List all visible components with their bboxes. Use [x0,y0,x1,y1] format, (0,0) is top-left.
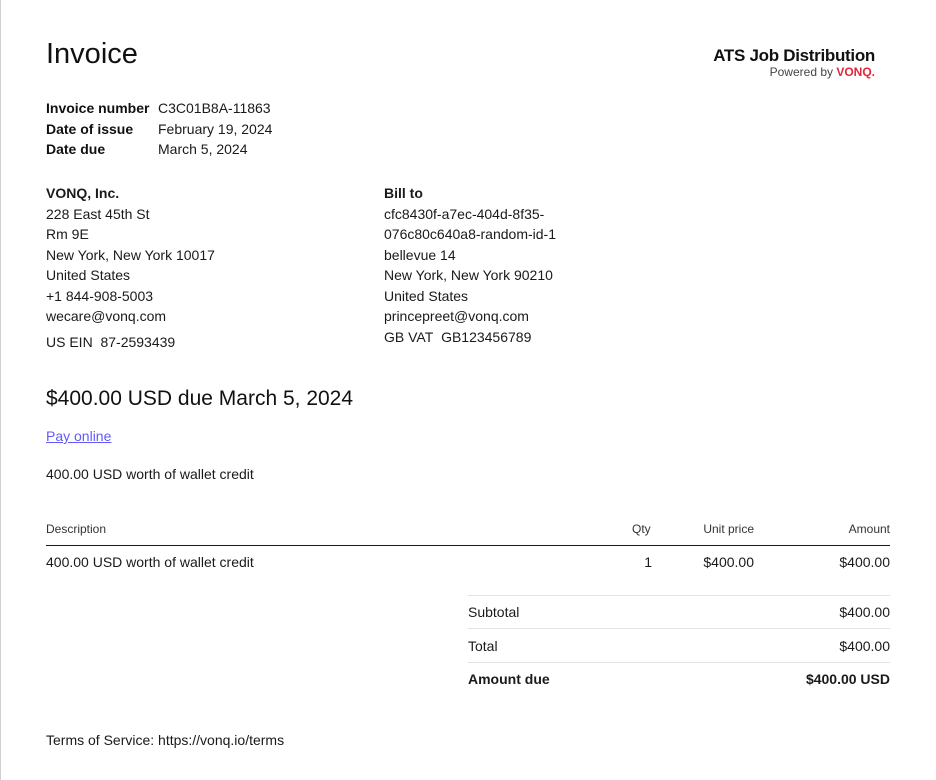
item-qty: 1 [644,554,652,570]
customer-id-line1: cfc8430f-a7ec-404d-8f35- [384,205,545,222]
item-unit-price: $400.00 [703,554,754,570]
bill-to-heading: Bill to [384,185,423,201]
sender-country: United States [46,267,131,283]
divider [468,628,890,629]
meta-label: Date due [46,141,106,157]
sender-tax-id [46,332,215,353]
meta-label: Date of issue [46,120,134,137]
total-label: Total [468,638,498,654]
sender-address [46,183,215,352]
date-of-issue: February 19, 2024 [158,120,273,137]
customer-tax-id [384,327,556,348]
terms-of-service: Terms of Service: https://vonq.io/terms [46,732,285,748]
tax-value: GB123456789 [441,328,532,345]
divider [468,595,890,596]
customer-email: princepreet@vonq.com [384,308,529,324]
date-due: March 5, 2024 [158,141,248,157]
vonq-wordmark: VONQ. [836,65,875,79]
meta-label: Invoice number [46,100,150,116]
customer-city: New York, New York 90210 [384,267,553,283]
amount-due-label: Amount due [468,671,550,687]
pay-online-link[interactable]: Pay online [46,428,112,444]
customer-country: United States [384,287,469,304]
brand-logo [713,46,875,79]
sender-phone: +1 844-908-5003 [46,287,154,304]
meta-row-date-due [46,139,272,160]
col-amount: Amount [848,522,890,536]
invoice-number: C3C01B8A-11863 [158,100,271,116]
table-row [46,554,890,574]
sender-email: wecare@vonq.com [46,308,167,324]
divider [468,662,890,663]
invoice-meta [46,98,272,160]
amount-due-heading: $400.00 USD due March 5, 2024 [46,387,354,410]
sender-line1: 228 East 45th St [46,205,150,222]
customer-id-line2: 076c80c640a8-random-id-1 [384,226,556,242]
line-items-header [46,522,890,546]
subtotal-value: $400.00 [839,604,890,620]
tax-label: US EIN [46,333,93,350]
page-title: Invoice [46,38,138,70]
meta-row-date-of-issue [46,119,272,140]
item-description: 400.00 USD worth of wallet credit [46,554,254,570]
sender-city: New York, New York 10017 [46,246,215,263]
total-value: $400.00 [839,638,890,654]
tax-value: 87-2593439 [100,333,176,350]
meta-row-invoice-number [46,98,272,119]
bill-to-address [384,183,556,347]
brand-name: ATS Job Distribution [713,46,875,65]
col-description: Description [46,522,107,536]
item-amount: $400.00 [839,554,890,570]
sender-company: VONQ, Inc. [46,185,120,201]
brand-powered-by [713,65,875,79]
sender-line2: Rm 9E [46,226,89,242]
page-border [0,0,1,780]
col-unit-price: Unit price [703,522,754,536]
tax-label: GB VAT [384,328,434,345]
customer-street: bellevue 14 [384,246,456,263]
amount-due-value: $400.00 USD [805,671,890,687]
col-qty: Qty [632,522,651,536]
subtotal-label: Subtotal [468,604,520,620]
invoice-memo: 400.00 USD worth of wallet credit [46,466,254,482]
powered-by-text: Powered by [769,65,837,79]
